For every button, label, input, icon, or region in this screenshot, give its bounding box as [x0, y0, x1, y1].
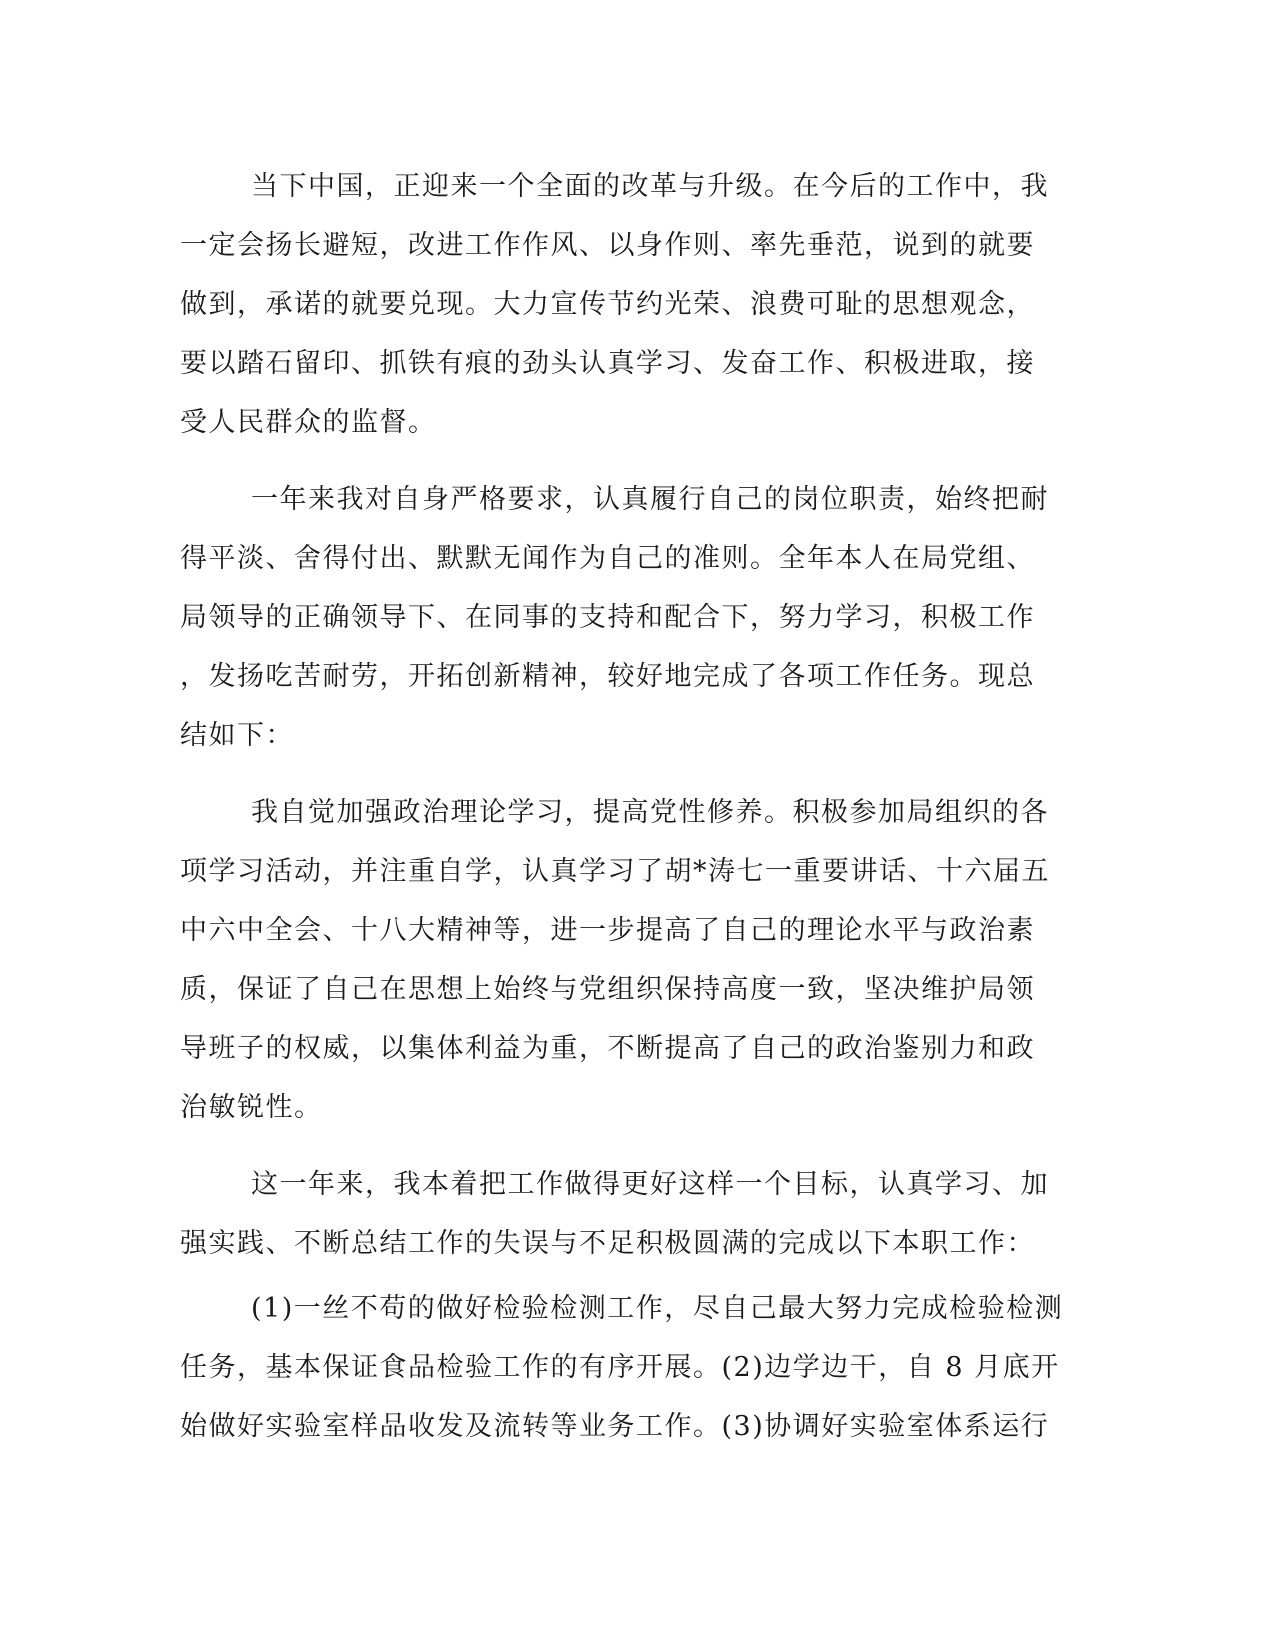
text-line: 我自觉加强政治理论学习，提高党性修养。积极参加局组织的各	[251, 797, 1049, 828]
paragraph-reform-commitment	[180, 157, 1050, 452]
paragraph-work-items	[180, 1279, 1064, 1456]
text-line: 这一年来，我本着把工作做得更好这样一个目标，认真学习、加	[251, 1169, 1049, 1200]
paragraph-work-goal	[180, 1155, 1050, 1273]
text-line: 得平淡、舍得付出、默默无闻作为自己的准则。全年本人在局党组、	[180, 543, 1035, 574]
paragraph-political-study	[180, 783, 1050, 1137]
text-line: 导班子的权威，以集体利益为重，不断提高了自己的政治鉴别力和政	[180, 1033, 1035, 1064]
paragraph-year-summary	[180, 470, 1050, 765]
text-line: 任务，基本保证食品检验工作的有序开展。(2)边学边干，自 8 月底开	[180, 1352, 1060, 1383]
text-line: ，发扬吃苦耐劳，开拓创新精神，较好地完成了各项工作任务。现总	[180, 661, 1035, 692]
text-line: 一年来我对自身严格要求，认真履行自己的岗位职责，始终把耐	[251, 484, 1049, 515]
text-line: 受人民群众的监督。	[180, 407, 437, 438]
text-line: 结如下：	[180, 720, 294, 751]
text-line: 做到，承诺的就要兑现。大力宣传节约光荣、浪费可耻的思想观念，	[180, 289, 1035, 320]
text-line: 要以踏石留印、抓铁有痕的劲头认真学习、发奋工作、积极进取，接	[180, 348, 1035, 379]
text-line: 强实践、不断总结工作的失误与不足积极圆满的完成以下本职工作：	[180, 1228, 1035, 1259]
text-line: (1)一丝不苟的做好检验检测工作，尽自己最大努力完成检验检测	[251, 1293, 1064, 1324]
text-line: 一定会扬长避短，改进工作作风、以身作则、率先垂范，说到的就要	[180, 230, 1035, 261]
text-line: 当下中国，正迎来一个全面的改革与升级。在今后的工作中，我	[251, 171, 1049, 202]
text-line: 质，保证了自己在思想上始终与党组织保持高度一致，坚决维护局领	[180, 974, 1035, 1005]
document-body	[180, 157, 1064, 1456]
text-line: 中六中全会、十八大精神等，进一步提高了自己的理论水平与政治素	[180, 915, 1035, 946]
text-line: 局领导的正确领导下、在同事的支持和配合下，努力学习，积极工作	[180, 602, 1035, 633]
text-line: 治敏锐性。	[180, 1092, 323, 1123]
text-line: 项学习活动，并注重自学，认真学习了胡*涛七一重要讲话、十六届五	[180, 856, 1050, 887]
text-line: 始做好实验室样品收发及流转等业务工作。(3)协调好实验室体系运行	[180, 1411, 1050, 1442]
